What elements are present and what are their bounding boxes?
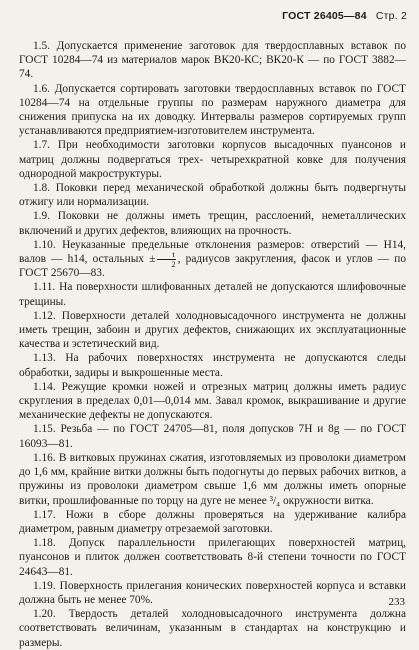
clause-1-14: 1.14. Режущие кромки ножей и отрезных матриц должны иметь радиус скругления в пределах 0,01—0,014 мм. Завал кромок, выкрашивание и другие механические дефекты не допускаются.: [19, 380, 406, 422]
clause-1-10-after: , радиусов закругления, фасок и углов — по ГОСТ 25670—83.: [19, 253, 406, 280]
clause-1-11: 1.11. На поверхности шлифованных деталей не допускаются шлифовочные трещины.: [19, 281, 406, 308]
clause-1-8: 1.8. Поковки перед механической обработкой должны быть подвергнуты отжигу или нормализации.: [19, 182, 406, 209]
clause-1-19: 1.19. Поверхность прилегания конических поверхностей корпуса и вставки должна быть не менее 70%.: [19, 579, 406, 606]
page-label: Стр. 2: [375, 10, 407, 22]
clause-1-15: 1.15. Резьба — по ГОСТ 24705—81, поля допусков 7Н и 8g — по ГОСТ 16093—81.: [19, 423, 406, 450]
clause-1-10: [19, 238, 406, 281]
standard-number: ГОСТ 26405—84: [282, 10, 367, 22]
document-body: [19, 39, 406, 650]
clause-1-12: 1.12. Поверхности деталей холодновысадочного инструмента не должны иметь трещин, забоин и других дефектов, снижающих их эксплуатационные качества и эстетический вид.: [19, 309, 406, 351]
page-number: 233: [388, 596, 405, 608]
tolerance-fraction: [157, 250, 175, 269]
clause-1-6: 1.6. Допускается сортировать заготовки твердосплавных вставок по ГОСТ 10284—74 на отдельные группы по размерам наружного диаметра для снижения припуска на их доводку. Интервалы размеров сортируемых групп устанавливаются предприятием-изготовителем инструмента.: [19, 82, 406, 138]
clause-1-9: 1.9. Поковки не должны иметь трещин, расслоений, неметаллических включений и других дефектов, влияющих на прочность.: [19, 210, 406, 237]
clause-1-5: 1.5. Допускается применение заготовок для твердосплавных вставок по ГОСТ 10284—74 из материалов марок ВК20-КС; ВК20-К — по ГОСТ 3882—74.: [19, 40, 406, 81]
clause-1-17: 1.17. Ножи в сборе должны проверяться на удерживание калибра диаметром, равным диаметру отрезаемой заготовки.: [19, 508, 406, 535]
clause-1-18: 1.18. Допуск параллельности прилегающих поверхностей матриц, пуансонов и плиток должен соответствовать 8-й степени точности по ГОСТ 24643—81.: [19, 537, 406, 578]
fraction-numerator: t: [157, 250, 175, 260]
clause-1-13: 1.13. На рабочих поверхностях инструмента не допускаются следы обработки, задиры и выкрошенные места.: [19, 352, 406, 379]
fraction-denominator: 2: [171, 258, 176, 269]
clause-1-7: 1.7. При необходимости заготовки корпусов высадочных пуансонов и матриц должны подвергаться трех- четырехкратной ковке для получения однородной макроструктуры.: [19, 139, 406, 180]
clause-1-10-before: 1.10. Неуказанные предельные отклонения размеров: отверстий — H14, валов — h14, остальных ±: [19, 238, 406, 266]
clause-1-20: 1.20. Твердость деталей холодновысадочного инструмента должна соответствовать величинам, указанным в стандартах на конструкцию и размеры.: [19, 608, 406, 649]
page-header: [282, 10, 407, 22]
clause-1-16: 1.16. В витковых пружинах сжатия, изготовляемых из проволоки диаметром до 1,6 мм, крайние витки должны быть подогнуты до первых рабочих витков, а пружины из проволоки диаметром свыше 1,6 мм должны иметь опорные витки, прошлифованные по торцу на дуге не менее ³/₄ окружности витка.: [19, 451, 406, 507]
